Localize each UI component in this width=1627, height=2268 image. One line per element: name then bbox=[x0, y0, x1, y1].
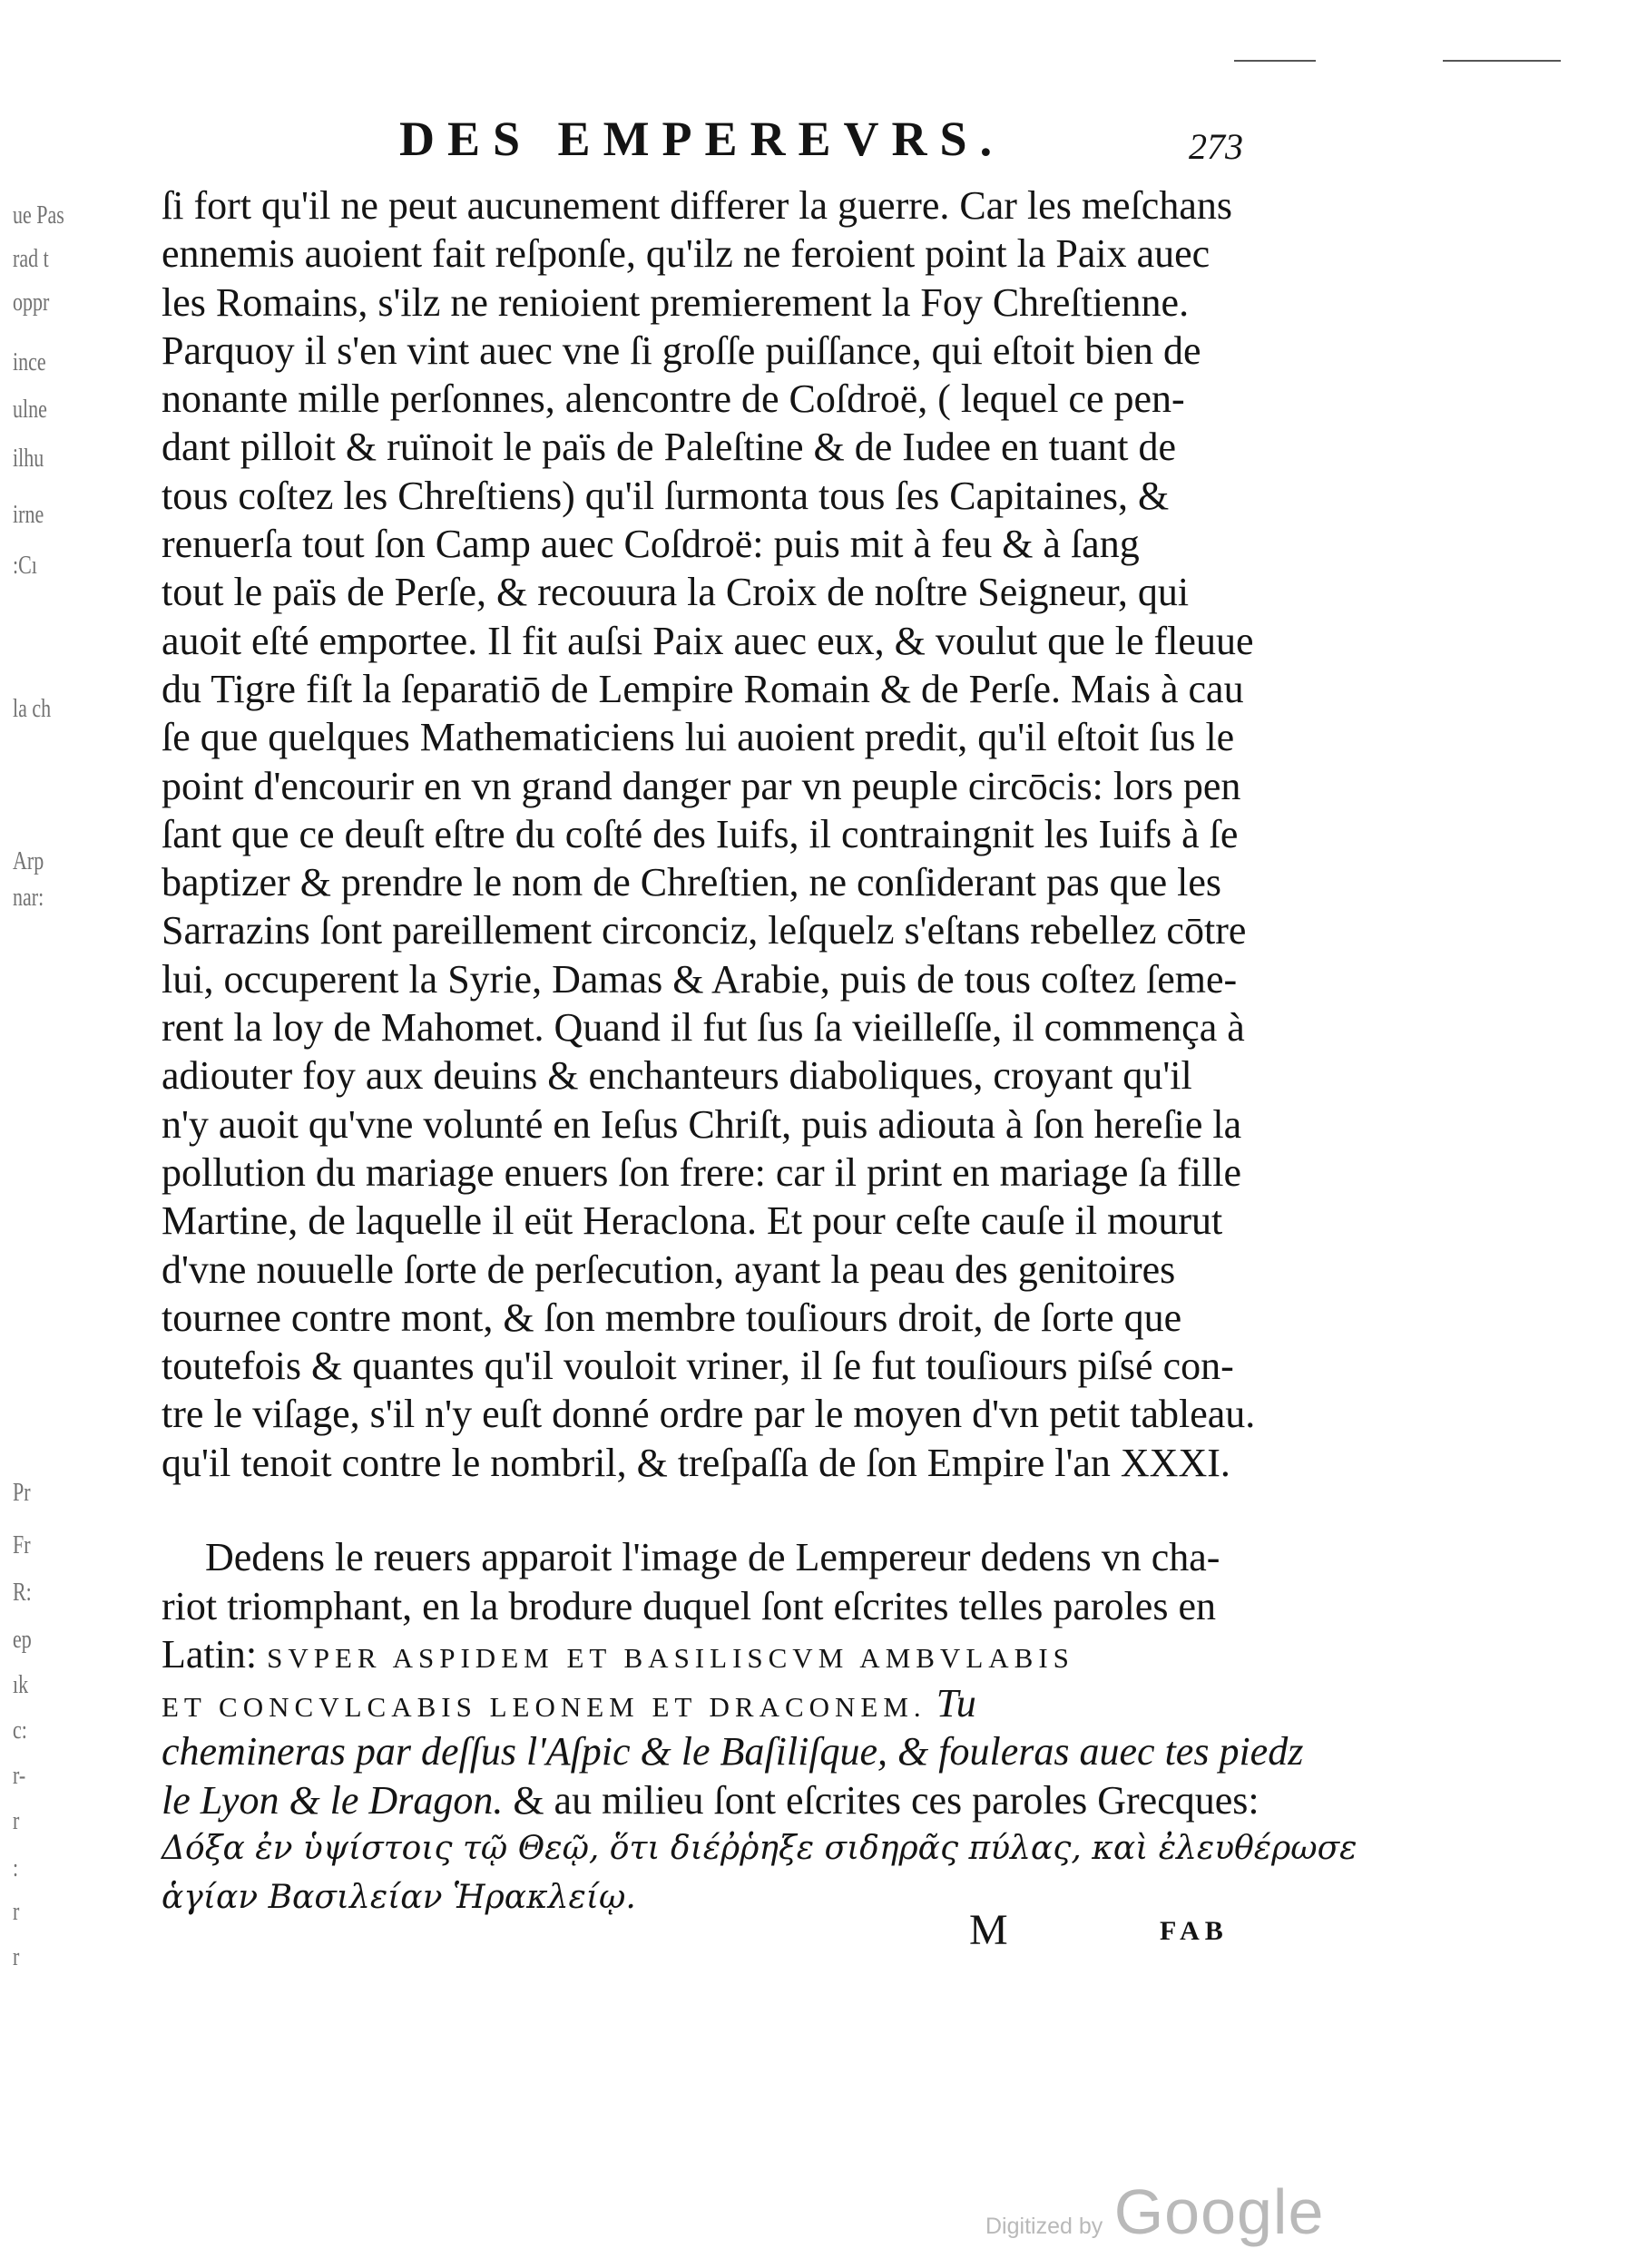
top-edge-rule-2 bbox=[1443, 60, 1561, 62]
margin-note: ulne bbox=[13, 394, 47, 424]
text-line: toutefois & quantes qu'il vouloit vriner, il ſe fut touſiours piſsé con- bbox=[162, 1344, 1234, 1389]
text-line: ſi fort qu'il ne peut aucunement differer la guerre. Car les meſchans bbox=[162, 183, 1232, 228]
margin-note: ık bbox=[13, 1669, 29, 1699]
text-line-latin bbox=[162, 1679, 1287, 1728]
translation-line: chemineras par deſſus l'Aſpic & le Baſiliſque, & fouleras auec tes piedz bbox=[162, 1729, 1304, 1774]
margin-note: rad t bbox=[13, 243, 49, 273]
margin-note: Pr bbox=[13, 1477, 31, 1507]
latin-inscription-2: ET CONCVLCABIS LEONEM ET DRACONEM. bbox=[162, 1690, 926, 1723]
catchword: FAB bbox=[1160, 1916, 1229, 1946]
text-line: point d'encourir en vn grand danger par vn peuple circōcis: lors pen bbox=[162, 763, 1241, 808]
google-watermark bbox=[985, 2175, 1324, 2248]
text-line: tous coſtez les Chreſtiens) qu'il ſurmonta tous ſes Capitaines, & bbox=[162, 473, 1170, 518]
text-line: ſant que ce deuſt eſtre du coſté des Iuifs, il contraingnit les Iuifs à ſe bbox=[162, 811, 1239, 856]
text-line: Sarrazins ſont pareillement circonciz, leſquelz s'eſtans rebellez cōtre bbox=[162, 908, 1247, 953]
top-edge-rule-1 bbox=[1234, 60, 1316, 62]
margin-note: r bbox=[13, 1896, 20, 1926]
text-line: rent la loy de Mahomet. Quand il fut ſus ſa vieilleſſe, il commença à bbox=[162, 1005, 1245, 1051]
margin-note: oppr bbox=[13, 287, 50, 317]
greek-inscription-2: ἁγίαν Βασιλείαν Ἡρακλείῳ. bbox=[162, 1878, 636, 1916]
text-line: Martine, de laquelle il eüt Heraclona. Et pour ceſte cauſe il mourut bbox=[162, 1198, 1223, 1244]
text-line-latin bbox=[162, 1630, 1287, 1679]
text-line: pollution du mariage enuers ſon frere: car il print en mariage ſa fille bbox=[162, 1149, 1241, 1195]
latin-inscription-1: SVPER ASPIDEM ET BASILISCVM AMBVLABIS bbox=[267, 1642, 1074, 1674]
text-line: baptizer & prendre le nom de Chreſtien, ne conſiderant pas que les bbox=[162, 860, 1222, 905]
text-line: ennemis auoient fait reſponſe, qu'ilz ne feroient point la Paix auec bbox=[162, 231, 1210, 277]
margin-note: r bbox=[13, 1941, 20, 1971]
margin-note: r bbox=[13, 1805, 20, 1835]
margin-note: r- bbox=[13, 1760, 26, 1790]
watermark-prefix: Digitized by bbox=[985, 2214, 1103, 2239]
latin-label: Latin: bbox=[162, 1632, 258, 1677]
text-line: Parquoy il s'en vint auec vne ſi groſſe puiſſance, qui eſtoit bien de bbox=[162, 327, 1201, 373]
text-line: n'y auoit qu'vne volunté en Ieſus Chriſt, puis adiouta à ſon hereſie la bbox=[162, 1101, 1242, 1147]
left-margin-notes bbox=[0, 0, 109, 2268]
greek-intro: & au milieu ſont eſcrites ces paroles Grecques: bbox=[513, 1777, 1259, 1823]
text-line bbox=[162, 1776, 1287, 1825]
text-line: tre le viſage, s'il n'y euſt donné ordre par le moyen d'vn petit tableau. bbox=[162, 1392, 1256, 1437]
text-line: lui, occuperent la Syrie, Damas & Arabie, puis de tous coſtez ſeme- bbox=[162, 956, 1238, 1002]
text-line: qu'il tenoit contre le nombril, & treſpaſſa de ſon Empire l'an XXXI. bbox=[162, 1440, 1230, 1485]
text-line: tournee contre mont, & ſon membre touſiours droit, de ſorte que bbox=[162, 1295, 1182, 1340]
text-line: adiouter foy aux deuins & enchanteurs diaboliques, croyant qu'il bbox=[162, 1053, 1192, 1099]
text-line: nonante mille perſonnes, alencontre de Coſdroë, ( lequel ce pen- bbox=[162, 376, 1185, 422]
translation-end: le Lyon & le Dragon. bbox=[162, 1777, 504, 1823]
signature-mark: M bbox=[969, 1906, 1008, 1954]
text-line: du Tigre fiſt la ſeparatiō de Lempire Romain & de Perſe. Mais à cau bbox=[162, 666, 1244, 711]
reverse-description-paragraph bbox=[162, 1533, 1357, 1921]
margin-note: ep bbox=[13, 1624, 32, 1654]
margin-note: irne bbox=[13, 499, 44, 529]
margin-note: nar: bbox=[13, 882, 44, 912]
margin-note: ilhu bbox=[13, 443, 44, 473]
text-line: renuerſa tout ſon Camp auec Coſdroë: puis mit à feu & à ſang bbox=[162, 522, 1140, 567]
text-line: dant pilloit & ruïnoit le païs de Paleſtine & de Iudee en tuant de bbox=[162, 425, 1177, 470]
greek-inscription-1: Δόξα ἐν ὑψίστοις τῷ Θεῷ, ὅτι διέῤῥηξε σιδηρᾶς πύλας, καὶ ἐλευθέρωσε bbox=[162, 1830, 1357, 1867]
text-line: ſe que quelques Mathematiciens lui auoient predit, qu'il eſtoit ſus le bbox=[162, 715, 1235, 760]
translation-start: Tu bbox=[936, 1680, 976, 1725]
page-number: 273 bbox=[1189, 126, 1243, 167]
margin-note: la ch bbox=[13, 693, 52, 723]
margin-note: R: bbox=[13, 1577, 32, 1607]
margin-note: Arp bbox=[13, 846, 44, 875]
text-line: Dedens le reuers apparoit l'image de Lempereur dedens vn cha- bbox=[205, 1535, 1220, 1579]
google-logo-text: Google bbox=[1113, 2176, 1325, 2247]
text-line: d'vne nouuelle ſorte de perſecution, ayant la peau des genitoires bbox=[162, 1246, 1176, 1292]
text-line: riot triomphant, en la brodure duquel ſont eſcrites telles paroles en bbox=[162, 1583, 1216, 1628]
margin-note: Fr bbox=[13, 1530, 31, 1559]
margin-note: ue Pas bbox=[13, 200, 64, 230]
margin-note: : bbox=[13, 1853, 19, 1882]
text-line: les Romains, s'ilz ne renioient premierement la Foy Chreſtienne. bbox=[162, 279, 1190, 325]
main-paragraph bbox=[162, 181, 1287, 1487]
margin-note: ince bbox=[13, 347, 46, 376]
margin-note: :Cı bbox=[13, 550, 37, 580]
text-line: tout le païs de Perſe, & recouura la Croix de noſtre Seigneur, qui bbox=[162, 570, 1190, 615]
text-line: auoit eſté emportee. Il fit auſsi Paix auec eux, & voulut que le fleuue bbox=[162, 618, 1254, 663]
running-header: DES EMPEREVRS. bbox=[399, 112, 1005, 166]
margin-note: c: bbox=[13, 1715, 27, 1745]
